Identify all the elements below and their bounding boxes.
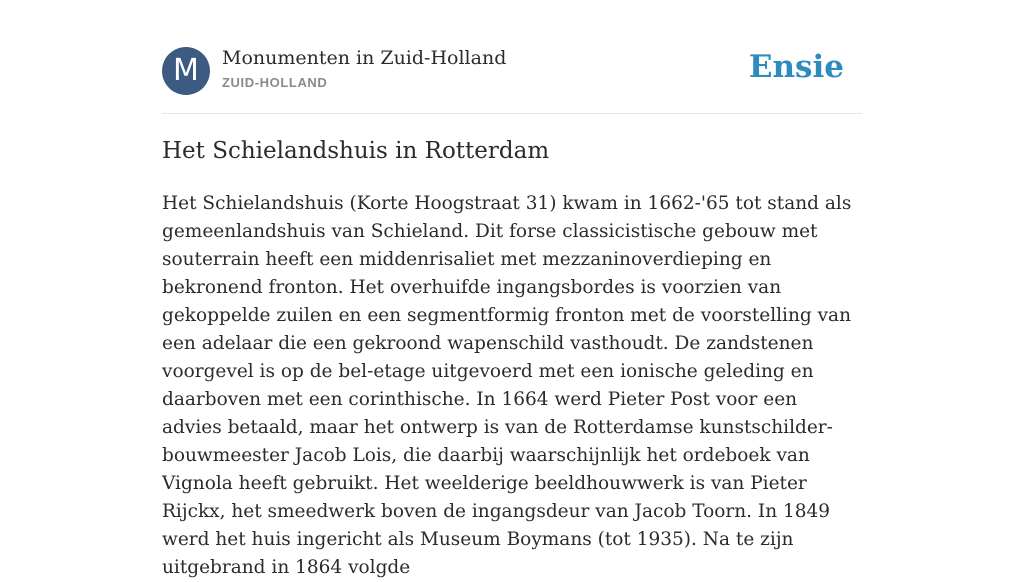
site-title[interactable]: Monumenten in Zuid-Holland <box>222 47 507 69</box>
avatar[interactable]: M <box>162 47 210 95</box>
site-subtitle: ZUID-HOLLAND <box>222 75 328 90</box>
brand-logo[interactable]: Ensie <box>748 49 844 85</box>
article-title: Het Schielandshuis in Rotterdam <box>162 138 550 164</box>
article-body: Het Schielandshuis (Korte Hoogstraat 31) kwam in 1662-'65 tot stand als gemeenlandshuis van Schieland. Dit forse classicistische gebouw met souterrain heeft een middenrisaliet met mezzaninoverdieping en bekronend fronton. Het overhuifde ingangsbordes is voorzien van gekoppelde zuilen en een segmentformig fronton met de voorstelling van een adelaar die een gekroond wapenschild vasthoudt. De zandstenen voorgevel is op de bel-etage uitgevoerd met een ionische geleding en daarboven met een corinthische. In 1664 werd Pieter Post voor een advies betaald, maar het ontwerp is van de Rotterdamse kunstschilder-bouwmeester Jacob Lois, die daarbij waarschijnlijk het ordeboek van Vignola heeft gebruikt. Het weelderige beeldhouwwerk is van Pieter Rijckx, het smeedwerk boven de ingangsdeur van Jacob Toorn. In 1849 werd het huis ingericht als Museum Boymans (tot 1935). Na te zijn uitgebrand in 1864 volgde <box>162 193 852 578</box>
header-divider <box>162 113 862 114</box>
header <box>162 47 862 95</box>
